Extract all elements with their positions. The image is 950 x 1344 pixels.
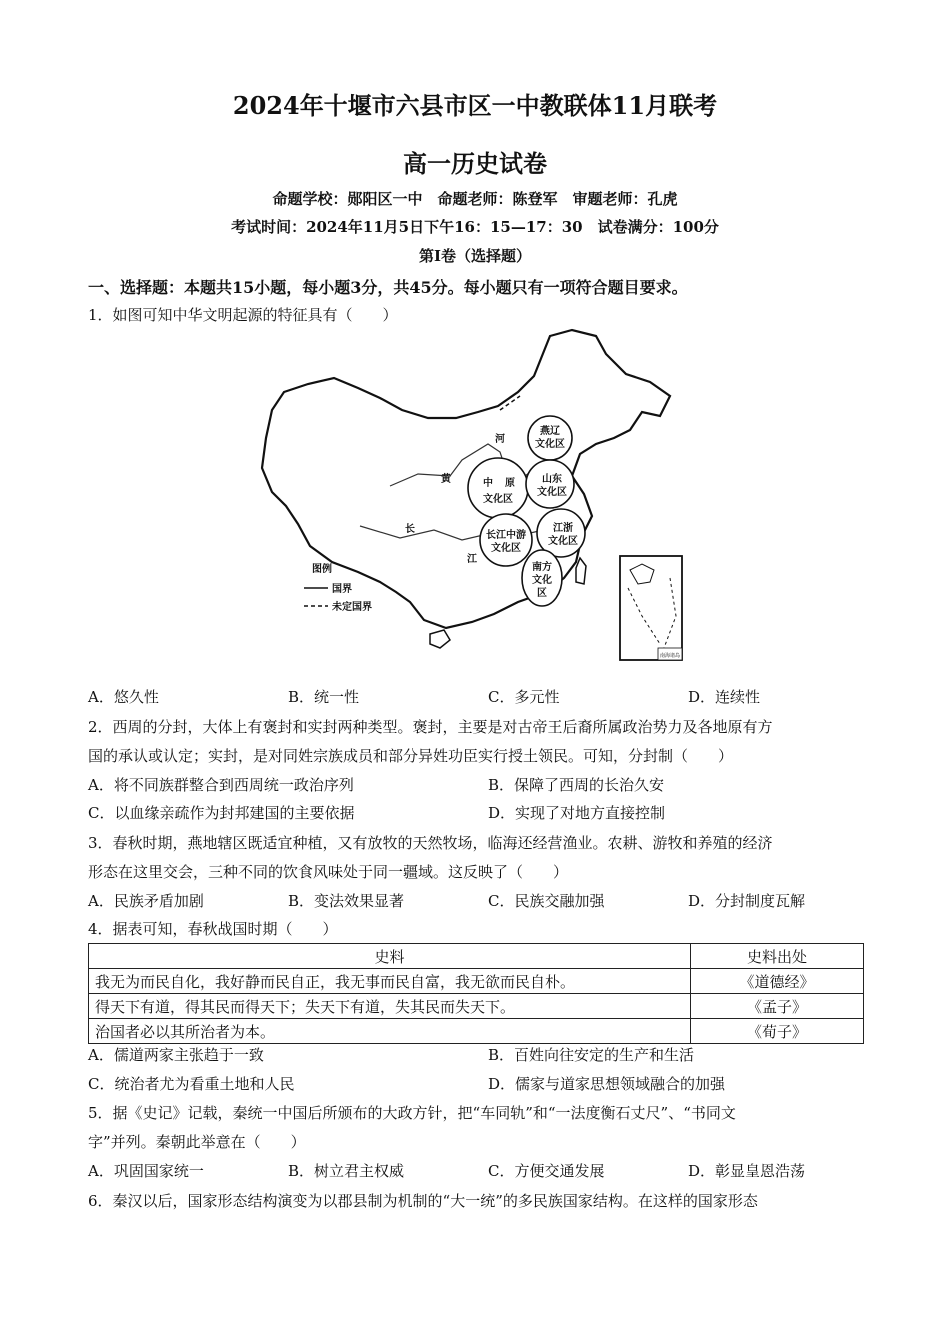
south-china-sea-inset	[620, 556, 682, 660]
map-legend	[304, 562, 372, 613]
table-cell: 我无为而民自化，我好静而民自正，我无事而民自富，我无欲而民自朴。	[89, 969, 691, 994]
river-label-chang: 长	[405, 524, 415, 535]
table-row	[89, 969, 864, 994]
q1-option-d: D．连续性	[688, 688, 761, 706]
section-heading: 一、选择题：本题共15小题，每小题3分，共45分。每小题只有一项符合题目要求。	[88, 278, 688, 297]
exam-authors: 命题学校：郧阳区一中 命题老师：陈登军 审题老师：孔虎	[272, 190, 678, 208]
question-3-stem-2: 形态在这里交会，三种不同的饮食风味处于同一疆域。这反映了（ ）	[88, 863, 569, 881]
q4-option-b: B．百姓向往安定的生产和生活	[488, 1046, 695, 1064]
shandong-label-1: 山东	[542, 474, 562, 485]
q4-option-d: D．儒家与道家思想领域融合的加强	[488, 1075, 726, 1093]
part-title: 第Ⅰ卷（选择题）	[418, 247, 532, 265]
nanfang-label-1: 南方	[532, 562, 552, 573]
q3-option-d: D．分封制度瓦解	[688, 892, 806, 910]
q3-option-a: A．民族矛盾加剧	[88, 892, 204, 910]
river-label-he: 河	[495, 434, 505, 445]
exam-title: 2024年十堰市六县市区一中教联体11月联考	[232, 91, 718, 120]
taiwan-island	[576, 558, 586, 584]
zhongyuan-label-3: 文化区	[483, 494, 513, 505]
legend-border: 国界	[332, 584, 352, 595]
table-cell: 治国者必以其所治者为本。	[89, 1019, 691, 1044]
q4-option-a: A．儒道两家主张趋于一致	[88, 1046, 264, 1064]
q3-option-b: B．变法效果显著	[288, 892, 405, 910]
question-4-stem: 4．据表可知，春秋战国时期（ ）	[88, 920, 338, 938]
changjiang-label-2: 文化区	[491, 543, 521, 554]
q2-option-d: D．实现了对地方直接控制	[488, 804, 666, 822]
yanliao-culture-circle	[528, 416, 572, 460]
hainan-island	[430, 630, 450, 648]
q3-option-c: C．民族交融加强	[488, 892, 605, 910]
question-5-stem-2: 字”并列。秦朝此举意在（ ）	[88, 1133, 306, 1151]
exam-time-score: 考试时间：2024年11月5日下午16：15—17：30 试卷满分：100分	[231, 218, 719, 236]
table-cell: 《道德经》	[691, 969, 864, 994]
question-1-stem: 1．如图可知中华文明起源的特征具有（ ）	[88, 306, 398, 324]
china-outline	[262, 330, 670, 628]
q1-option-a: A．悠久性	[88, 688, 159, 706]
river-label-huang: 黄	[441, 474, 451, 485]
q4-option-c: C．统治者尤为看重土地和人民	[88, 1075, 295, 1093]
q5-option-a: A．巩固国家统一	[88, 1162, 204, 1180]
nanfang-label-3: 区	[537, 588, 547, 599]
changjiang-label-1: 长江中游	[486, 530, 526, 541]
table-header: 史料	[89, 944, 691, 969]
question-6-stem: 6．秦汉以后，国家形态结构演变为以郡县制为机制的“大一统”的多民族国家结构。在这样的国家形态	[88, 1192, 758, 1210]
question-2-stem-1: 2．西周的分封，大体上有褒封和实封两种类型。褒封，主要是对古帝王后裔所属政治势力及各地原有方	[88, 718, 773, 736]
jiangzhe-label-2: 文化区	[548, 536, 578, 547]
q1-option-c: C．多元性	[488, 688, 560, 706]
legend-undetermined: 未定国界	[332, 602, 372, 613]
q5-option-d: D．彰显皇恩浩荡	[688, 1162, 806, 1180]
yanliao-label-1: 燕辽	[540, 426, 560, 437]
jiangzhe-label-1: 江浙	[553, 523, 573, 534]
shandong-label-2: 文化区	[537, 487, 567, 498]
question-3-stem-1: 3．春秋时期，燕地辖区既适宜种植，又有放牧的天然牧场，临海还经营渔业。农耕、游牧和养殖的经济	[88, 834, 773, 852]
exam-subtitle: 高一历史试卷	[403, 149, 547, 178]
inset-label: 南海诸岛	[659, 653, 681, 659]
q5-option-b: B．树立君主权威	[288, 1162, 405, 1180]
legend-title: 图例	[312, 564, 332, 575]
table-header: 史料出处	[691, 944, 864, 969]
table-cell: 《孟子》	[691, 994, 864, 1019]
q5-option-c: C．方便交通发展	[488, 1162, 605, 1180]
table-cell: 《荀子》	[691, 1019, 864, 1044]
nanfang-label-2: 文化	[532, 575, 552, 586]
table-row	[89, 994, 864, 1019]
q2-option-b: B．保障了西周的长治久安	[488, 776, 665, 794]
question-2-stem-2: 国的承认或认定；实封，是对同姓宗族成员和部分异姓功臣实行授土领民。可知，分封制（ ）	[88, 747, 734, 765]
river-label-jiang: 江	[467, 554, 477, 565]
table-cell: 得天下有道，得其民而得天下；失天下有道，失其民而失天下。	[89, 994, 691, 1019]
source-table	[88, 943, 864, 1044]
table-header-row	[89, 944, 864, 969]
zhongyuan-label-1: 中	[483, 478, 493, 489]
zhongyuan-culture-circle	[468, 458, 528, 518]
yanliao-label-2: 文化区	[535, 439, 565, 450]
q1-option-b: B．统一性	[288, 688, 360, 706]
q2-option-c: C．以血缘亲疏作为封邦建国的主要依据	[88, 804, 355, 822]
question-5-stem-1: 5．据《史记》记载，秦统一中国后所颁布的大政方针，把“车同轨”和“一法度衡石丈尺”、“书同文	[88, 1104, 736, 1122]
china-culture-map	[250, 326, 700, 666]
zhongyuan-label-2: 原	[505, 478, 515, 489]
q2-option-a: A．将不同族群整合到西周统一政治序列	[88, 776, 354, 794]
table-row	[89, 1019, 864, 1044]
